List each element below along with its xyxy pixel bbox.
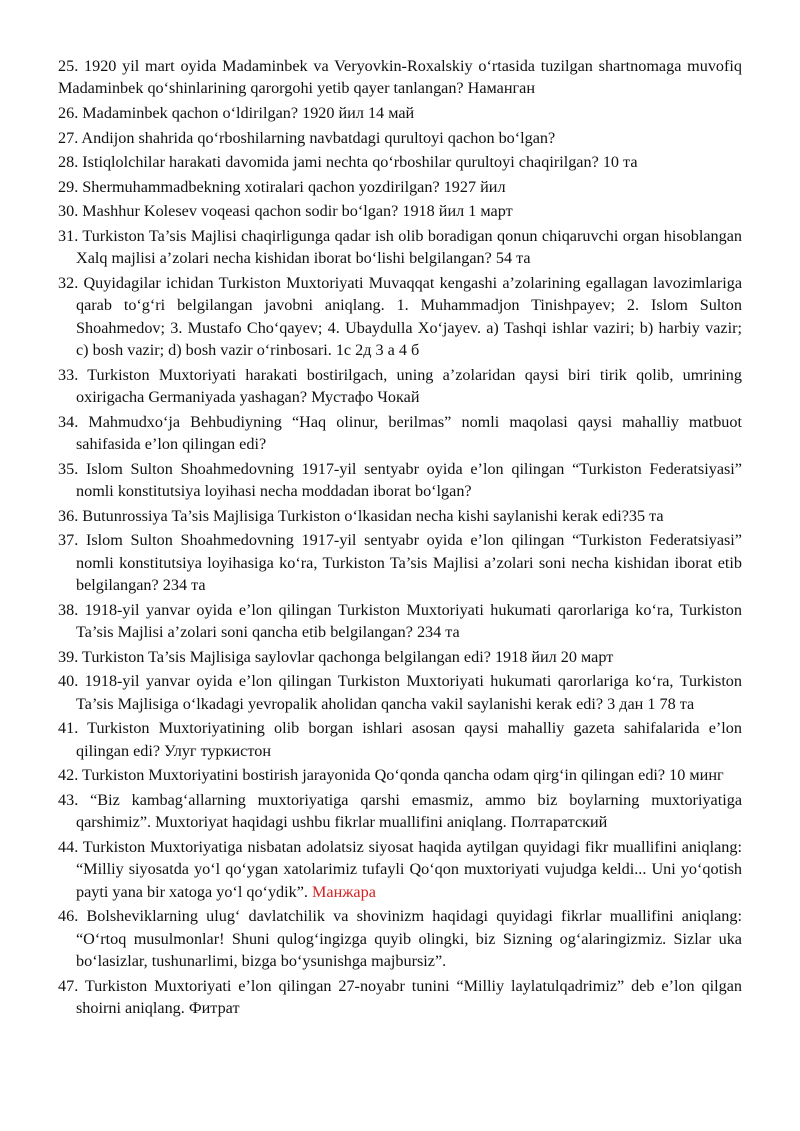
question-item	[58, 458, 742, 503]
answer-text: 1918 йил 20 март	[494, 647, 614, 666]
question-text: Istiqlolchilar harakati davomida jami nechta qo‘rboshilar qurultoyi chaqirilgan?	[82, 153, 599, 172]
question-item	[58, 411, 742, 456]
answer-text: 234 та	[162, 576, 206, 595]
question-number: 40.	[58, 672, 79, 691]
question-item	[58, 905, 742, 972]
question-number: 46.	[58, 907, 79, 926]
question-number: 32.	[58, 273, 79, 292]
answer-text: 1927 йил	[443, 177, 506, 196]
answer-text: 1с 2д 3 а 4 б	[335, 341, 420, 360]
question-text: 1918-yil yanvar oyida e’lon qilingan Turkiston Muxtoriyati hukumati qarorlariga ko‘ra, Turkiston Ta’sis Majlisi a’zolari soni qancha etib belgilangan?	[76, 600, 742, 642]
question-number: 34.	[58, 412, 79, 431]
question-text: Mashhur Kolesev voqeasi qachon sodir bo‘lgan?	[82, 202, 399, 221]
question-number: 30.	[58, 202, 79, 221]
answer-text: Полтаратский	[510, 813, 608, 832]
question-item	[58, 225, 742, 270]
question-item	[58, 599, 742, 644]
question-text: Turkiston Muxtoriyati e’lon qilingan 27-noyabr tunini “Milliy laylatulqadrimiz” deb e’lon qilgan shoirni aniqlang.	[76, 976, 742, 1018]
question-number: 31.	[58, 226, 79, 245]
question-item	[58, 717, 742, 762]
document-page	[58, 55, 742, 1022]
question-item	[58, 102, 742, 124]
answer-text: 234 та	[416, 623, 460, 642]
question-number: 42.	[58, 766, 79, 785]
question-text: 1918-yil yanvar oyida e’lon qilingan Turkiston Muxtoriyati hukumati qarorlariga ko‘ra, Turkiston Ta’sis Majlisiga o‘lkadagi yevropalik aholidan qancha vakil saylanishi kerak edi?	[76, 672, 742, 713]
question-item	[58, 200, 742, 222]
question-number: 29.	[58, 177, 79, 196]
question-text: “Biz kambag‘allarning muxtoriyatiga qarshi emasmiz, ammo biz boylarning muxtoriyatiga qarshimiz”. Muxtoriyat haqidagi ushbu fikrlar muallifini aniqlang.	[76, 790, 742, 832]
question-text: 1920 yil mart oyida Madaminbek va Veryovkin-Roxalskiy o‘rtasida tuzilgan shartnomaga muvofiq Madaminbek qo‘shinlarining qarorgohi yetib qayer tanlangan?	[58, 57, 743, 98]
answer-text: 1918 йил 1 март	[402, 202, 513, 221]
question-item	[58, 646, 742, 668]
question-text: Butunrossiya Ta’sis Majlisiga Turkiston o‘lkasidan necha kishi saylanishi kerak edi?35 та	[82, 506, 664, 525]
question-number: 43.	[58, 790, 79, 809]
answer-text: 3 дан 1 78 та	[607, 694, 695, 713]
question-number: 27.	[58, 128, 79, 147]
question-text: Shermuhammadbekning xotiralari qachon yozdirilgan?	[82, 177, 440, 196]
question-number: 28.	[58, 153, 79, 172]
question-number: 26.	[58, 104, 79, 122]
answer-text: Мустафо Чокай	[311, 388, 420, 407]
answer-text: Фитрат	[188, 999, 240, 1018]
question-text: Turkiston Muxtoriyati harakati bostirilgach, uning a’zolaridan qaysi biri tirik qolib, umrining oxirigacha Germaniyada yashagan?	[76, 365, 742, 407]
answer-text: 10 минг	[669, 766, 724, 785]
question-number: 35.	[58, 459, 79, 478]
question-item	[58, 176, 742, 198]
question-item	[58, 505, 742, 527]
question-text: Turkiston Muxtoriyatiga nisbatan adolatsiz siyosat haqida aytilgan quyidagi fikr muallifini aniqlang: “Milliy siyosatda yo‘l qo‘ygan xatolarimiz tufayli Qo‘qon muxtoriyati vujudga keldi... Uni yo‘qotish payti yana bir xatoga yo‘l qo‘ydik”.	[76, 837, 742, 901]
question-item	[58, 272, 742, 362]
question-text: Andijon shahrida qo‘rboshilarning navbatdagi qurultoyi qachon bo‘lgan?	[81, 128, 556, 147]
question-number: 38.	[58, 600, 79, 619]
question-item	[58, 529, 742, 596]
question-number: 25.	[58, 57, 79, 75]
answer-text: Улуг туркистон	[164, 741, 271, 760]
question-text: Turkiston Ta’sis Majlisiga saylovlar qachonga belgilangan edi?	[82, 647, 491, 666]
answer-text: 1920 йил 14 май	[302, 104, 415, 122]
question-number: 44.	[58, 837, 79, 856]
question-item	[58, 975, 742, 1020]
answer-text: Манжара	[312, 882, 376, 901]
question-text: Islom Sulton Shoahmedovning 1917-yil sentyabr oyida e’lon qilingan “Turkiston Federatsiyasi” nomli konstitutsiya loyihasiga ko‘ra, Turkiston Ta’sis Majlisi a’zolari soni necha kishidan iborat etib belgilangan?	[76, 531, 742, 595]
question-item	[58, 364, 742, 409]
question-text: Turkiston Ta’sis Majlisi chaqirligunga qadar ish olib boradigan qonun chiqaruvchi organ hisoblangan Xalq majlisi a’zolari necha kishidan iborat bo‘lishi belgilangan?	[76, 226, 742, 268]
answer-text: Наманган	[467, 79, 536, 98]
question-item	[58, 670, 742, 715]
question-number: 36.	[58, 506, 79, 525]
question-text: Mahmudxo‘ja Behbudiyning “Haq olinur, berilmas” nomli maqolasi qaysi mahalliy matbuot sahifasida e’lon qilingan edi?	[76, 412, 742, 454]
question-number: 37.	[58, 531, 79, 550]
question-item	[58, 55, 742, 100]
question-text: Turkiston Muxtoriyatining olib borgan ishlari asosan qaysi mahalliy gazeta sahifalarida e’lon qilingan edi?	[76, 719, 742, 760]
question-text: Quyidagilar ichidan Turkiston Muxtoriyati Muvaqqat kengashi a’zolarining egallagan lavozimlariga qarab to‘g‘ri belgilangan javobni aniqlang. 1. Muhammadjon Tinishpayev; 2. Islom Sulton Shoahmedov; 3. Mustafo Cho‘qayev; 4. Ubaydulla Xo‘jayev. a) Tashqi ishlar vaziri; b) harbiy vazir; c) bosh vazir; d) bosh vazir o‘rinbosari.	[76, 273, 743, 360]
question-number: 33.	[58, 365, 79, 384]
question-text: Madaminbek qachon o‘ldirilgan?	[82, 104, 299, 122]
question-number: 41.	[58, 719, 79, 738]
question-item	[58, 764, 742, 786]
question-number: 39.	[58, 647, 79, 666]
answer-text: 54 та	[495, 249, 531, 268]
question-text: Islom Sulton Shoahmedovning 1917-yil sentyabr oyida e’lon qilingan “Turkiston Federatsiyasi” nomli konstitutsiya loyihasi necha moddadan iborat bo‘lgan?	[76, 459, 742, 501]
answer-text: 10 та	[602, 153, 638, 172]
question-item	[58, 151, 742, 173]
question-item	[58, 836, 742, 903]
question-text: Turkiston Muxtoriyatini bostirish jarayonida Qo‘qonda qancha odam qirg‘in qilingan edi?	[82, 766, 666, 785]
question-number: 47.	[58, 976, 79, 995]
question-item	[58, 127, 742, 149]
question-text: Bolsheviklarning ulug‘ davlatchilik va shovinizm haqidagi quyidagi fikrlar muallifini aniqlang: “O‘rtoq musulmonlar! Shuni qulog‘ingizga quyib olingki, biz Sizning og‘alaringizmiz. Sizlar uka bo‘lasizlar, tushunarlimi, bizga bo‘ysunishga majbursiz”.	[76, 907, 742, 971]
question-item	[58, 789, 742, 834]
